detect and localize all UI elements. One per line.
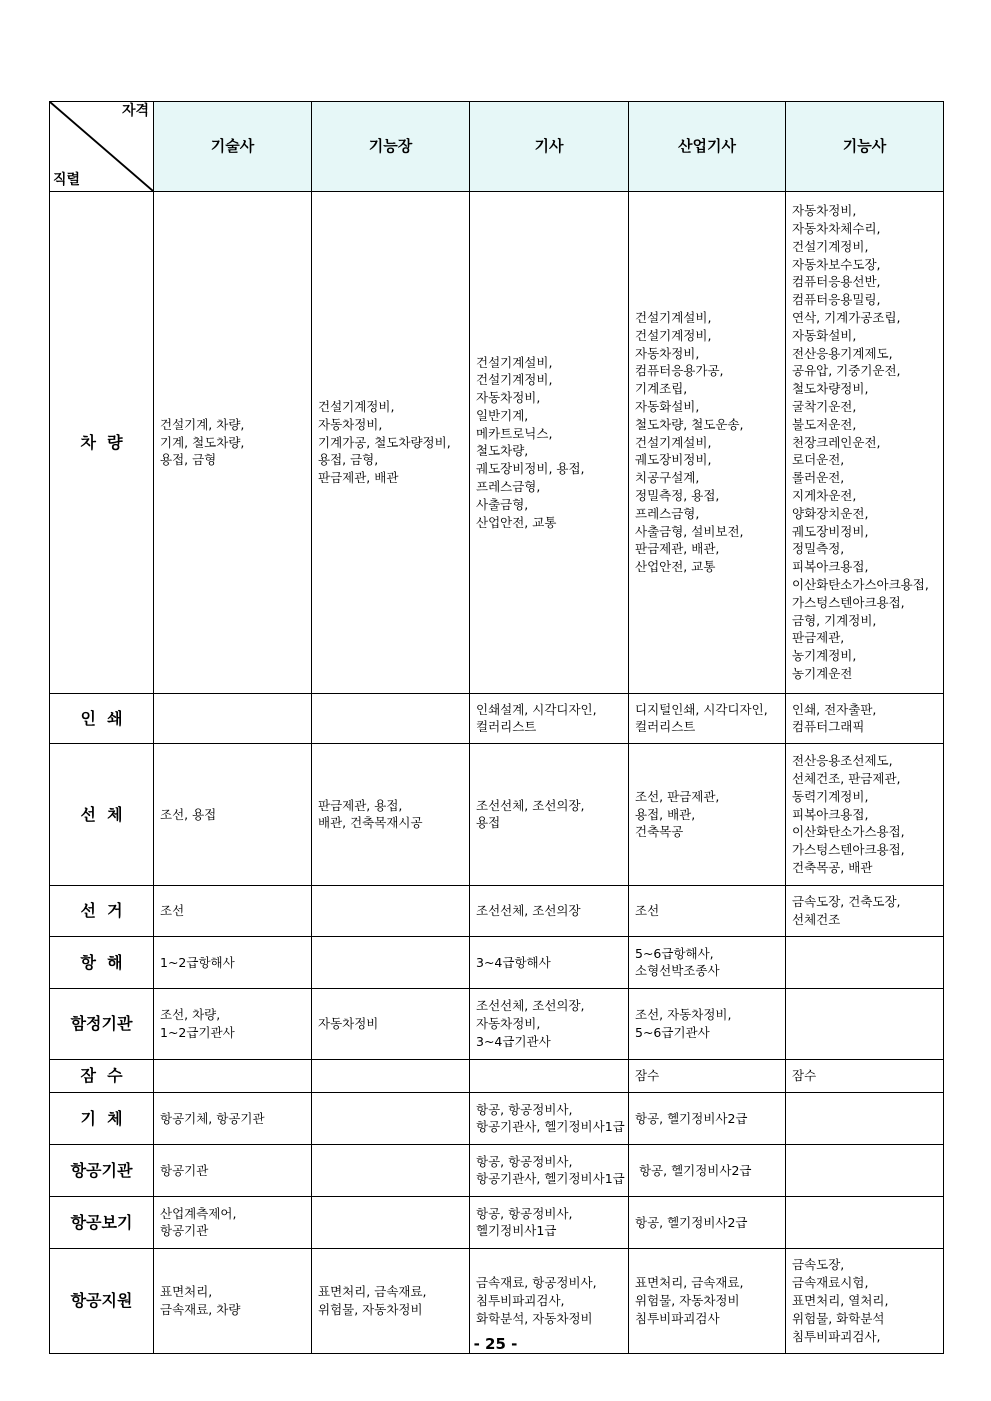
table-cell: 금속도장, 건축도장, 선체건조 — [786, 885, 944, 936]
table-cell: 금속도장, 금속재료시험, 표면처리, 열처리, 위험물, 화학분석 침투비파괴검사, — [786, 1248, 944, 1353]
table-cell: 산업계측제어, 항공기관 — [154, 1196, 312, 1248]
table-cell: 항공, 헬기정비사2급 — [629, 1196, 786, 1248]
table-cell — [786, 1092, 944, 1144]
row-header: 선 거 — [50, 885, 154, 936]
row-header: 항공보기 — [50, 1196, 154, 1248]
table-row — [50, 885, 944, 936]
table-cell — [312, 1059, 470, 1092]
table-cell: 표면처리, 금속재료, 위험물, 자동차정비 — [312, 1248, 470, 1353]
row-header: 선 체 — [50, 743, 154, 885]
row-header: 함정기관 — [50, 988, 154, 1059]
table-row — [50, 693, 944, 743]
table-row — [50, 1059, 944, 1092]
table-row — [50, 191, 944, 693]
table-row — [50, 988, 944, 1059]
table-cell — [154, 1059, 312, 1092]
table-cell: 5~6급항해사, 소형선박조종사 — [629, 936, 786, 988]
table-cell: 조선 — [154, 885, 312, 936]
table-cell: 항공, 헬기정비사2급 — [629, 1144, 786, 1196]
row-header: 항공지원 — [50, 1248, 154, 1353]
table-cell: 항공, 항공정비사, 항공기관사, 헬기정비사1급 — [470, 1144, 629, 1196]
table-body — [50, 191, 944, 1353]
table-cell: 디지털인쇄, 시각디자인, 컬러리스트 — [629, 693, 786, 743]
table-cell: 잠수 — [629, 1059, 786, 1092]
table-cell: 조선 — [629, 885, 786, 936]
table-cell — [312, 1144, 470, 1196]
table-cell: 전산응용조선제도, 선체건조, 판금제관, 동력기계정비, 피복아크용접, 이산화탄소가스용접, 가스텅스텐아크용접, 건축목공, 배관 — [786, 743, 944, 885]
table-cell: 1~2급항해사 — [154, 936, 312, 988]
table-row — [50, 1092, 944, 1144]
table-row — [50, 936, 944, 988]
table-cell: 항공기관 — [154, 1144, 312, 1196]
table-row — [50, 743, 944, 885]
table-cell: 조선선체, 조선의장, 자동차정비, 3~4급기관사 — [470, 988, 629, 1059]
corner-header-cell — [50, 102, 154, 192]
column-header: 기사 — [470, 102, 629, 192]
table-row — [50, 1196, 944, 1248]
column-header: 기술사 — [154, 102, 312, 192]
row-header: 차 량 — [50, 191, 154, 693]
qualification-table — [49, 101, 944, 1354]
row-header: 기 체 — [50, 1092, 154, 1144]
table-cell — [786, 988, 944, 1059]
table-cell: 판금제관, 용접, 배관, 건축목재시공 — [312, 743, 470, 885]
table-cell — [154, 693, 312, 743]
table-cell: 항공기체, 항공기관 — [154, 1092, 312, 1144]
table-cell — [312, 1196, 470, 1248]
row-header: 항공기관 — [50, 1144, 154, 1196]
table-cell: 인쇄, 전자출판, 컴퓨터그래픽 — [786, 693, 944, 743]
row-header: 항 해 — [50, 936, 154, 988]
table-cell: 건설기계정비, 자동차정비, 기계가공, 철도차량정비, 용접, 금형, 판금제관, 배관 — [312, 191, 470, 693]
table-cell — [312, 693, 470, 743]
table-cell: 인쇄설계, 시각디자인, 컬러리스트 — [470, 693, 629, 743]
table-cell: 표면처리, 금속재료, 차량 — [154, 1248, 312, 1353]
table-cell: 자동차정비, 자동차차체수리, 건설기계정비, 자동차보수도장, 컴퓨터응용선반, 컴퓨터응용밀링, 연삭, 기계가공조립, 자동화설비, 전산응용기계제도, 공유압, 기중기운전, 철도차량정비, 굴착기운전, 불도저운전, 천장크레인운전, 로더운전, 롤러운전, 지게차운전, 양화장치운전, 궤도장비정비, 정밀측정, 피복아크용접, 이산화탄소가스아크용접, 가스텅스텐아크용접, 금형, 기계정비, 판금제관, 농기계정비, 농기계운전 — [786, 191, 944, 693]
table-cell: 조선, 판금제관, 용접, 배관, 건축목공 — [629, 743, 786, 885]
table-row — [50, 1144, 944, 1196]
table-cell: 자동차정비 — [312, 988, 470, 1059]
page-number: - 25 - — [473, 1335, 518, 1353]
table-cell: 건설기계설비, 건설기계정비, 자동차정비, 컴퓨터응용가공, 기계조립, 자동화설비, 철도차량, 철도운송, 건설기계설비, 궤도장비정비, 치공구설계, 정밀측정, 용접, 프레스금형, 사출금형, 설비보전, 판금제관, 배관, 산업안전, 교통 — [629, 191, 786, 693]
table-cell: 건설기계, 차량, 기계, 철도차량, 용접, 금형 — [154, 191, 312, 693]
column-header: 산업기사 — [629, 102, 786, 192]
row-header: 잠 수 — [50, 1059, 154, 1092]
table-cell: 금속재료, 항공정비사, 침투비파괴검사, 화학분석, 자동차정비 — [470, 1248, 629, 1353]
table-cell: 건설기계설비, 건설기계정비, 자동차정비, 일반기계, 메카트로닉스, 철도차량, 궤도장비정비, 용접, 프레스금형, 사출금형, 산업안전, 교통 — [470, 191, 629, 693]
table-cell — [470, 1059, 629, 1092]
table-cell: 조선선체, 조선의장, 용접 — [470, 743, 629, 885]
table-cell — [312, 1092, 470, 1144]
corner-label-qualification: 자격 — [121, 103, 149, 119]
table-cell: 3~4급항해사 — [470, 936, 629, 988]
table-cell: 잠수 — [786, 1059, 944, 1092]
corner-label-series: 직렬 — [53, 172, 81, 189]
table-cell — [312, 936, 470, 988]
header-row — [50, 102, 944, 192]
table-cell — [786, 1144, 944, 1196]
table-cell: 조선, 차량, 1~2급기관사 — [154, 988, 312, 1059]
table-cell — [786, 936, 944, 988]
table-cell: 조선, 자동차정비, 5~6급기관사 — [629, 988, 786, 1059]
column-header: 기능장 — [312, 102, 470, 192]
table-cell — [312, 885, 470, 936]
table-cell: 항공, 항공정비사, 항공기관사, 헬기정비사1급 — [470, 1092, 629, 1144]
column-header: 기능사 — [786, 102, 944, 192]
row-header: 인 쇄 — [50, 693, 154, 743]
table-cell: 조선, 용접 — [154, 743, 312, 885]
table-cell: 표면처리, 금속재료, 위험물, 자동차정비 침투비파괴검사 — [629, 1248, 786, 1353]
table-cell — [786, 1196, 944, 1248]
table-cell: 항공, 항공정비사, 헬기정비사1급 — [470, 1196, 629, 1248]
table-cell: 항공, 헬기정비사2급 — [629, 1092, 786, 1144]
table-cell: 조선선체, 조선의장 — [470, 885, 629, 936]
